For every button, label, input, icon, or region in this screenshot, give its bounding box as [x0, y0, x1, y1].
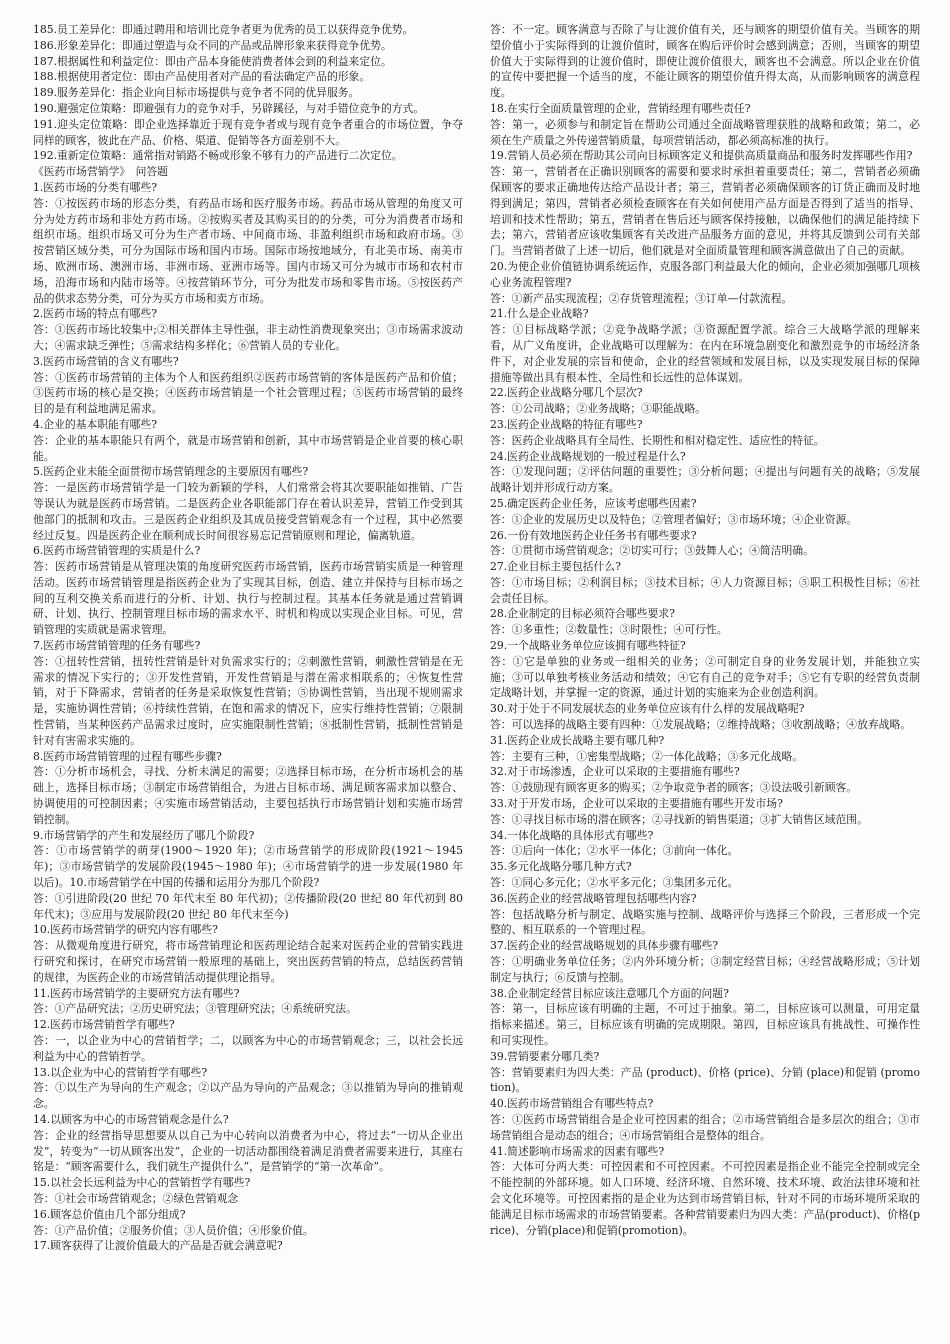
text-paragraph: 18.在实行全面质量管理的企业，营销经理有哪些责任?	[490, 101, 751, 115]
text-paragraph: 22.医药企业战略分哪几个层次?	[490, 386, 643, 400]
text-paragraph: 32.对于市场渗透，企业可以采取的主要措施有哪些?	[490, 765, 740, 779]
text-paragraph: 答：①多重性；②数量性；③时限性；④可行性。	[490, 623, 728, 637]
text-paragraph: 答：①目标战略学派；②竞争战略学派；③资源配置学派。综合三大战略学派的理解来看，从广义角度讲，企业战略可以理解为：在内在环境急剧变化和激烈竞争的市场经济条件下，对企业发展的宗旨和使命，企业的经营领域和发展目标，以及实现发展目标的保障措施等做出具有根本性、全局性和长远性的总体谋划。	[490, 323, 920, 384]
text-paragraph: 9.市场营销学的产生和发展经历了哪几个阶段?	[33, 828, 255, 842]
text-paragraph: 答：①企业的发展历史以及特色；②管理者偏好；③市场环境；④企业资源。	[490, 512, 858, 526]
right-column	[490, 22, 920, 1322]
text-paragraph: 40.医药市场营销组合有哪些特点?	[490, 1097, 654, 1111]
text-paragraph: 答：第一，目标应该有明确的主题，不可过于抽象。第二，目标应该可以测量，可用定量指标来描述。第三，目标应该有明确的完成期限。第四，目标应该具有挑战性、可操作性和可实现性。	[490, 1002, 920, 1047]
text-paragraph: 30.对于处于不同发展状态的业务单位应该有什么样的发展战略呢?	[490, 702, 805, 716]
text-paragraph: 答：不一定。顾客满意与否除了与让渡价值有关，还与顾客的期望价值有关。当顾客的期望价值小于实际得到的让渡价值时，顾客在购后评价时会感到满意；否则，当顾客的期望价值大于实际得到的让渡价值时，即使让渡价值很大，顾客也不会满意。所以企业在价值的宣传中要把握一个适当的度，不能让顾客的期望价值升得太高，从而影响顾客的满意程度。	[490, 23, 920, 100]
text-paragraph: 答：①同心多元化；②水平多元化；③集团多元化。	[490, 876, 739, 890]
text-paragraph: 15.以社会长远利益为中心的营销哲学有哪些?	[33, 1176, 251, 1190]
text-paragraph: 189.服务差异化：指企业向目标市场提供与竞争者不同的优异服务。	[33, 86, 360, 100]
text-paragraph: 20.为使企业价值链协调系统运作，克服各部门利益最大化的倾向，企业必须加强哪几项核心业务流程管理?	[490, 259, 920, 289]
text-paragraph: 23.医药企业战略的特征有哪些?	[490, 417, 643, 431]
text-paragraph: 188.根据使用者定位：即由产品使用者对产品的看法确定产品的形象。	[33, 70, 371, 84]
text-paragraph: 答：①市场营销学的萌芽(1900～1920 年)；②市场营销学的形成阶段(1921～1945 年)；③市场营销学的发展阶段(1945～1980 年)；④市场营销学的进一步发展(1980 年以后)。10.市场营销学在中国的传播和运用分为那几个阶段?	[33, 844, 463, 890]
text-paragraph: 186.形象差异化：即通过塑造与众不同的产品或品牌形象来获得竞争优势。	[33, 38, 392, 52]
text-paragraph: 答：医药市场营销是从管理决策的角度研究医药市场营销，医药市场营销实质是一种管理活动。医药市场营销管理是指医药企业为了实现其目标，创造、建立并保持与目标市场之间的互利交换关系而进行的分析、计划、执行与控制过程。其基本任务就是通过营销调研、计划、执行、控制管理目标市场的需求水平、时机和构成以实现企业目标。可见，营销管理的实质就是需求管理。	[33, 560, 463, 637]
text-paragraph: 10.医药市场营销学的研究内容有哪些?	[33, 923, 218, 937]
text-paragraph: 31.医药企业成长战略主要有哪几种?	[490, 733, 665, 747]
text-paragraph: 5.医药企业未能全面贯彻市场营销理念的主要原因有哪些?	[33, 465, 309, 479]
text-paragraph: 17.顾客获得了让渡价值最大的产品是否就会满意呢?	[33, 1239, 283, 1253]
text-paragraph: 19.营销人员必须在帮助其公司向目标顾客定义和提供高质量商品和服务时发挥哪些作用?	[490, 149, 913, 163]
text-paragraph: 答：一，以企业为中心的营销哲学；二，以顾客为中心的市场营销观念；三，以社会长远利益为中心的营销哲学。	[33, 1034, 463, 1063]
text-paragraph: 35.多元化战略分哪几种方式?	[490, 860, 632, 874]
text-paragraph: 26.一份有效地医药企业任务书有哪些要求?	[490, 528, 697, 542]
text-paragraph: 答：①引进阶段(20 世纪 70 年代末至 80 年代初)；②传播阶段(20 世纪 80 年代初到 80 年代末)；③应用与发展阶段(20 世纪 80 年代末至今)	[33, 891, 463, 921]
text-paragraph: 答：①医药市场营销的主体为个人和医药组织②医药市场营销的客体是医药产品和价值；③医药市场的核心是交换；④医药市场营销是一个社会管理过程；⑤医药市场营销的最终目的是有利益地满足需求。	[33, 370, 463, 416]
text-paragraph: 答：①医药市场比较集中;②相关群体主导性强，非主动性消费现象突出；③市场需求波动大；④需求缺乏弹性；⑤需求结构多样化；⑥营销人员的专业化。	[33, 323, 463, 352]
text-paragraph: 36.医药企业的经营战略管理包括哪些内容?	[490, 891, 697, 905]
text-paragraph: 185.员工差异化：即通过聘用和培训比竞争者更为优秀的员工以获得竞争优势。	[33, 23, 414, 36]
left-column	[33, 22, 463, 1322]
text-paragraph: 答：企业的经营指导思想要从以自己为中心转向以消费者为中心，将过去“一切从企业出发”，转变为“一切从顾客出发”，企业的一切活动都围绕着满足消费者需要来进行，其座右铭是：“顾客需要什么，我们就生产提供什么”，是营销学的“第一次革命”。	[33, 1128, 463, 1174]
text-paragraph: 12.医药市场营销哲学有哪些?	[33, 1018, 175, 1032]
text-paragraph: 答：①市场目标；②利润目标；③技术目标；④人力资源目标；⑤职工积极性目标；⑥社会责任目标。	[490, 575, 920, 605]
text-paragraph: 答：①以生产为导向的生产观念；②以产品为导向的产品观念；③以推销为导向的推销观念。	[33, 1081, 463, 1111]
text-paragraph: 答：大体可分两大类：可控因素和不可控因素。不可控因素是指企业不能完全控制或完全不能控制的外部环境。如人口环境、经济环境、自然环境、技术环境、政治法律环境和社会文化环境等。可控因素指的是企业为达到市场营销目标，针对不同的市场环境所采取的能满足目标市场需求的市场营销要素。各种营销要素归为四大类：产品(product)、价格(price)、分销(place)和促销(promotion)。	[490, 1160, 920, 1237]
text-paragraph: 答：①新产品实现流程；②存货管理流程；③订单—付款流程。	[490, 291, 793, 305]
text-paragraph: 6.医药市场营销管理的实质是什么?	[33, 544, 201, 558]
text-paragraph: 34.一体化战略的具体形式有哪些?	[490, 828, 654, 842]
text-paragraph: 答：①社会市场营销观念；②绿色营销观念	[33, 1191, 239, 1205]
text-paragraph: 41.简述影响市场需求的因素有哪些?	[490, 1144, 665, 1158]
text-paragraph: 答：①鼓励现有顾客更多的购买；②争取竞争者的顾客；③设法吸引新顾客。	[490, 781, 858, 795]
text-paragraph: 答：主要有三种，①密集型战略；②一体化战略；③多元化战略。	[490, 749, 804, 763]
text-paragraph: 38.企业制定经营目标应该注意哪几个方面的问题?	[490, 986, 729, 1000]
text-paragraph: 答：①扭转性营销，扭转性营销是针对负需求实行的；②刺激性营销，刺激性营销是在无需求的情况下实行的；③开发性营销，开发性营销是与潜在需求相联系的；④恢复性营销，对于下降需求，营销者的任务是采取恢复性营销；⑤协调性营销，当出现不规则需求是，实施协调性营销；⑥持续性营销，在饱和需求的情况下，应实行维持性营销；⑦限制性营销，当某种医药产品需求过度时，应实施限制性营销；⑧抵制性营销，抵制性营销是针对有害需求实施的。	[33, 654, 463, 747]
text-paragraph: 2.医药市场的特点有哪些?	[33, 307, 158, 321]
text-paragraph: 16.顾客总价值由几个部分组成?	[33, 1207, 186, 1221]
text-paragraph: 答：①明确业务单位任务；②内外环境分析；③制定经营目标；④经营战略形成；⑤计划制定与执行；⑥反馈与控制。	[490, 955, 920, 984]
text-paragraph: 11.医药市场营销学的主要研究方法有哪些?	[33, 986, 240, 1000]
text-paragraph: 答：①后向一体化；②水平一体化；③前向一体化。	[490, 844, 739, 858]
text-paragraph: 187.根据属性和利益定位：即由产品本身能使消费者体会到的利益来定位。	[33, 54, 392, 68]
text-paragraph: 21.什么是企业战略?	[490, 307, 589, 321]
text-paragraph: 答：①公司战略；②业务战略；③职能战略。	[490, 402, 706, 416]
text-paragraph: 答：可以选择的战略主要有四种：①发展战略；②维持战略；③收割战略；④放弃战略。	[490, 718, 912, 732]
text-paragraph: 答：①发现问题；②评估问题的重要性；③分析问题；④提出与问题有关的战略；⑤发展战略计划并形成行动方案。	[490, 465, 920, 495]
text-paragraph: 答：①它是单独的业务或一组相关的业务；②可制定自身的业务发展计划，并能独立实施；③可以单独考核业务活动和绩效；④它有自己的竞争对手；⑤它有专职的经营负责制定战略计划，并掌握一定的资源，通过计划的实施来为企业创造利润。	[490, 654, 920, 700]
text-paragraph: 7.医药市场营销管理的任务有哪些?	[33, 639, 201, 653]
text-paragraph: 24.医药企业战略规划的一般过程是什么?	[490, 449, 686, 463]
text-paragraph: 37.医药企业的经营战略规划的具体步骤有哪些?	[490, 939, 719, 953]
text-paragraph: 13.以企业为中心的营销哲学有哪些?	[33, 1065, 208, 1079]
text-paragraph: 4.企业的基本职能有哪些?	[33, 417, 158, 431]
text-paragraph: 8.医药市场营销管理的过程有哪些步骤?	[33, 749, 222, 763]
text-paragraph: 答：包括战略分析与制定、战略实施与控制、战略评价与选择三个阶段，三者形成一个完整的、相互联系的一个管理过程。	[490, 907, 920, 937]
text-paragraph: 答：①产品价值；②服务价值；③人员价值；④形象价值。	[33, 1223, 314, 1237]
text-paragraph: 27.企业目标主要包括什么?	[490, 560, 621, 574]
text-paragraph: 14.以顾客为中心的市场营销观念是什么?	[33, 1112, 229, 1126]
text-paragraph: 29.一个战略业务单位应该拥有哪些特征?	[490, 639, 686, 653]
text-paragraph: 答：①贯彻市场营销观念；②切实可行；③鼓舞人心；④简洁明确。	[490, 544, 814, 558]
text-paragraph: 《医药市场营销学》 问答题	[33, 165, 168, 179]
text-paragraph: 28.企业制定的目标必须符合哪些要求?	[490, 607, 675, 621]
text-paragraph: 1.医药市场的分类有哪些?	[33, 180, 158, 194]
text-paragraph: 答：企业的基本职能只有两个，就是市场营销和创新，其中市场营销是企业首要的核心职能。	[33, 433, 463, 463]
text-paragraph: 答：①分析市场机会，寻找、分析未满足的需要；②选择目标市场，在分析市场机会的基础上，选择目标市场；③制定市场营销组合，为进占目标市场、满足顾客需求加以整合、协调使用的可控制因素；④实施市场营销活动，主要包括执行市场营销计划和实施市场营销控制。	[33, 765, 463, 826]
text-paragraph: 33.对于开发市场，企业可以采取的主要措施有哪些开发市场?	[490, 797, 783, 811]
text-paragraph: 答：①按医药市场的形态分类，有药品市场和医疗服务市场。药品市场从管理的角度又可分为处方药市场和非处方药市场。②按购买者及其购买目的的分类，可分为消费者市场和组织市场。组织市场又可分为生产者市场、中间商市场、非盈利组织市场和政府市场。③按营销区域分类，可分为国际市场和国内市场。国际市场按地域分，有北美市场、南美市场、欧洲市场、澳洲市场、非洲市场、亚洲市场等。国内市场又可分为城市市场和农村市场，沿海市场和内陆市场等。④按营销环节分，可分为批发市场和零售市场。⑤按医药产品的供求态势分类，可分为买方市场和卖方市场。	[33, 196, 463, 305]
text-paragraph: 答：营销要素归为四大类：产品 (product)、价格 (price)、分销 (place)和促销 (promotion)。	[490, 1065, 920, 1095]
text-paragraph: 答：第一，营销者在正确识别顾客的需要和要求时承担着重要责任；第二，营销者必须确保顾客的要求正确地传达给产品设计者；第三，营销者必须确保顾客的订货正确而及时地得到满足；第四，营销者必须检查顾客在有关如何使用产品方面是否得到了适当的指导、培训和技术性帮助；第五，营销者在售后还与顾客保持接触，以确保他们的满足能持续下去；第六，营销者应该收集顾客有关改进产品服务方面的意见，并将其反馈到公司有关部门。当营销者做了上述一切后，他们就是对全面质量管理和顾客满意做出了自己的贡献。	[490, 165, 920, 258]
text-paragraph: 答：①寻找目标市场的潜在顾客；②寻找新的销售渠道；③扩大销售区域范围。	[490, 812, 868, 826]
text-paragraph: 答：第一，必须参与和制定旨在帮助公司通过全面战略管理获胜的战略和政策；第二，必须在生产质量之外传递营销质量，每项营销活动，都必须高标准的执行。	[490, 117, 920, 147]
text-paragraph: 答：①医药市场营销组合是企业可控因素的组合；②市场营销组合是多层次的组合；③市场营销组合是动态的组合；④市场营销组合是整体的组合。	[490, 1112, 920, 1142]
text-paragraph: 答：从微观角度进行研究，将市场营销理论和医药理论结合起来对医药企业的营销实践进行研究和探讨，在研究市场营销一般原理的基础上，突出医药营销的特点，总结医药营销的规律，为医药企业的市场营销活动提供理论指导。	[33, 939, 463, 984]
text-paragraph: 答：①产品研究法；②历史研究法；③管理研究法；④系统研究法。	[33, 1002, 357, 1016]
text-paragraph: 答：医药企业战略具有全局性、长期性和相对稳定性、适应性的特征。	[490, 433, 825, 447]
text-paragraph: 25.确定医药企业任务，应该考虑哪些因素?	[490, 496, 697, 510]
text-paragraph: 答：一是医药市场营销学是一门较为新颖的学科，人们常常会将其次要职能如推销、广告等误认为就是医药市场营销。二是医药企业各职能部门存在着认识差异，营销工作受到其他部门的抵制和攻击。三是医药企业组织及其成员接受营销观念有一个过程，其中必然要经过反复。四是医药企业在顺利成长时间很容易忘记营销原则和理论，偏离轨道。	[33, 481, 463, 542]
text-paragraph: 3.医药市场营销的含义有哪些?	[33, 354, 179, 368]
text-paragraph: 190.避强定位策略：即避强有力的竞争对手，另辟蹊径，与对手错位竞争的方式。	[33, 101, 425, 115]
text-paragraph: 191.迎头定位策略：即企业选择靠近于现有竞争者或与现有竞争者重合的市场位置，争夺同样的顾客，彼此在产品、价格、渠道、促销等各方面差别不大。	[33, 117, 463, 147]
text-paragraph: 39.营销要素分哪几类?	[490, 1049, 600, 1063]
text-paragraph: 192.重新定位策略：通常指对销路不畅或形象不够有力的产品进行二次定位。	[33, 149, 403, 163]
